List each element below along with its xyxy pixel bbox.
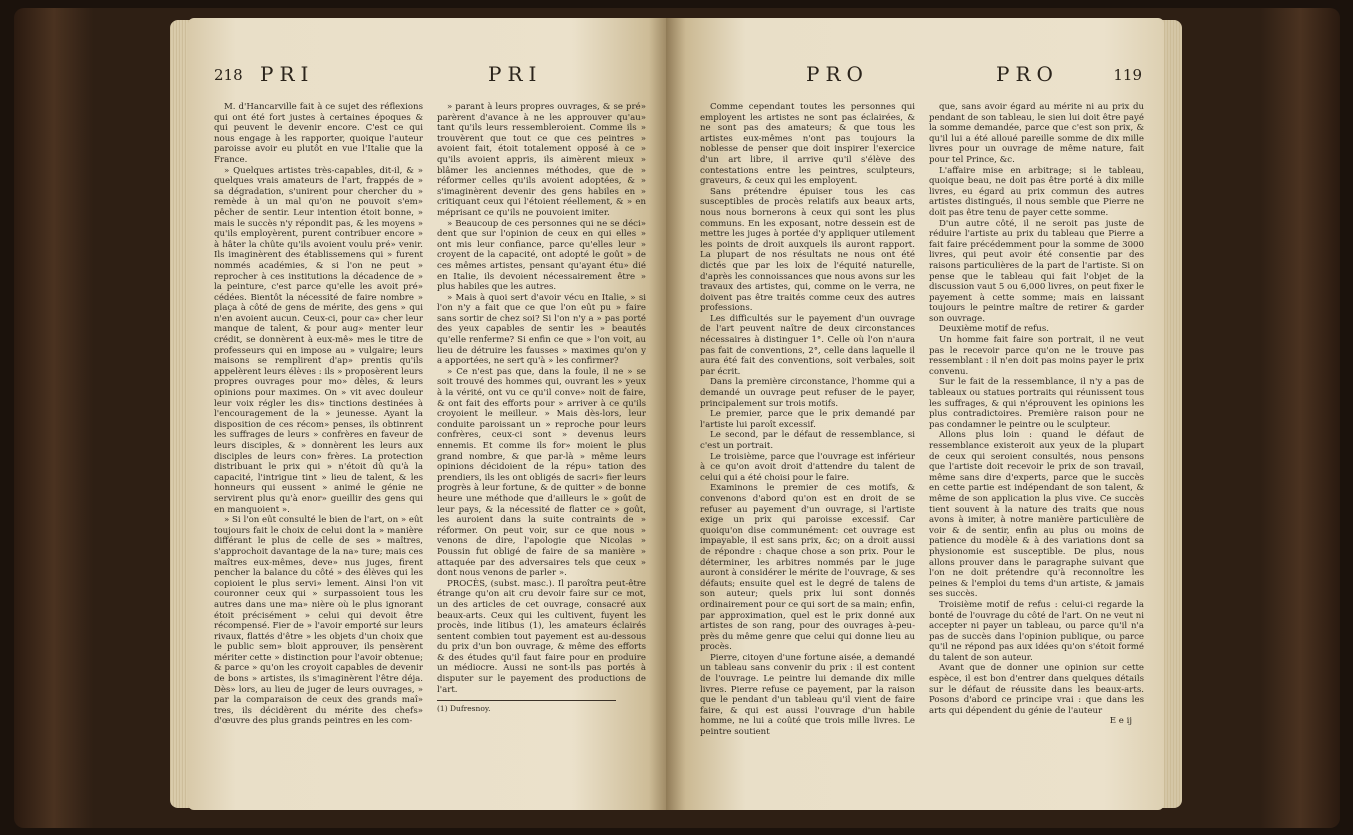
paragraph: Allons plus loin : quand le défaut de ressemblance existeroit aux yeux de la plupart de ceux qui seroient consultés, nous pensons que l'artiste doit recevoir le prix de son travail, même sans dire d'experts, parce que le succès en cette partie est indépendant de son talent, & même de son application la plus vive. Ce succès tient souvent à la nature des traits que nous avons à imiter, à notre manière particulière de voir & de sentir, enfin au plus ou moins de patience du modèle & à des variations dont sa physionomie est susceptible. De plus, nous allons prouver dans le paragraphe suivant que l'on ne doit prétendre qu'à reconnoître les peines & l'emploi du tems d'un artiste, & jamais ses succès. [929,430,1144,600]
paragraph: Deuxième motif de refus. [939,324,1049,335]
paragraph: Le second, par le défaut de ressemblance, si c'est un portrait. [700,430,915,451]
left-page-edges [170,20,190,808]
paragraph: L'affaire mise en arbitrage; si le tableau, quoique beau, ne doit pas être porté à dix mille livres, eu égard au prix commun des autres artistes distingués, il nous semble que Pierre ne doit pas être tenu de payer cette somme. [929,165,1144,218]
left-page [188,18,668,810]
paragraph: D'un autre côté, il ne seroit pas juste de réduire l'artiste au prix du tableau que Pierre a fait faire précédemment pour la somme de 3000 livres, qui peut avoir été consentie par des raisons particulières de la part de l'artiste. Si on pense que le tableau qui fait l'objet de la discussion vaut 5 ou 6,000 livres, on peut fixer le payement à cette somme; mais en laissant toujours le peintre maître de retirer & garder son ouvrage. [929,218,1144,324]
paragraph: Pierre, citoyen d'une fortune aisée, a demandé un tableau sans convenir du prix : il est content de l'ouvrage. Le peintre lui demande dix mille livres. Pierre refuse ce payement, par la raison que le pendant d'un tableau qu'il vient de faire faire, & qui est aussi l'ouvrage d'un habile homme, ne lui a coûté que trois mille livres. Le peintre soutient [700,652,915,738]
running-head [666,62,1164,88]
paragraph: Comme cependant toutes les personnes qui employent les artistes ne sont pas éclairées, & ne sont pas des amateurs; & que tous les artistes eux-mêmes n'ont pas toujours la noblesse de penser que doit inspirer l'exercice d'un art libre, il arrive qu'il s'élève des contestations entre les peintres, sculpteurs, graveurs, & ceux qui les employent. [700,102,915,187]
column-2 [929,102,1144,800]
column-1 [700,102,915,800]
page-number: 119 [1113,66,1142,84]
paragraph: » Quelques artistes très-capables, dit-il, & » quelques vrais amateurs de l'art, frappés de » sa dégradation, s'unirent pour chercher du » remède à un mal qu'on ne pouvoit s'em» pêcher de sentir. Leur intention étoit bonne, » mais le succès n'y répondit pas, & les moyens » qu'ils employèrent, purent contribuer encore » à hâter la chûte qu'ils avoient voulu pré» venir. Ils imaginèrent des établissemens qui » furent nommés académies, & si l'on ne peut » reprocher à ces institutions la décadence de » la peinture, c'est parce qu'elle les avoit pré» cédées. Bientôt la nécessité de faire nombre » plaça à côté de gens de mérite, des gens » qui n'en avoient aucun. Ceux-ci, pour ca» cher leur manque de talent, & pour aug» menter leur crédit, se donnèrent à eux-mê» mes le titre de professeurs qui en impose au » vulgaire; leurs maisons se remplirent d'ap» prentis qu'ils appelèrent leurs élèves : ils » proposèrent leurs propres ouvrages pour mo» dèles, & leurs opinions pour maximes. On » vit avec douleur leur voix régler les dis» tinctions destinées à l'encouragement de la » jeunesse. Ayant la disposition de ces récom» penses, ils obtinrent les suffrages de leurs » confrères en faveur de leurs disciples, & » donnèrent les leurs aux disciples de leurs con» frères. La protection distribuant le prix qui » n'étoit dû qu'à la capacité, l'intrigue tint » lieu de talent, & les honneurs qui eussent » animé le génie ne servirent plus qu'à enor» gueillir des gens qui en manquoient ». [214,165,423,515]
footnote-rule [437,700,616,701]
column-2 [437,102,646,800]
text-columns [700,102,1144,800]
paragraph: Sur le fait de la ressemblance, il n'y a pas de tableaux ou statues portraits qui réunissent tous les suffrages, & qui n'éprouvent les opinions les plus contradictoires. Première raison pour ne pas condamner le peintre ou le sculpteur. [929,377,1144,430]
paragraph: Avant que de donner une opinion sur cette espèce, il est bon d'entrer dans quelques détails sur le défaut de réussite dans les beaux-arts. Posons d'abord ce principe vrai : que dans les arts qui dépendent du génie de l'auteur [929,663,1144,716]
footnote: (1) Dufresnoy. [437,704,491,714]
signature-mark: E e ij [1109,716,1132,727]
paragraph: Troisième motif de refus : celui-ci regarde la bonté de l'ouvrage du côté de l'art. On ne veut ni accepter ni payer un tableau, ou parce qu'il n'a pas de succès dans l'opinion publique, ou parce qu'il ne répond pas aux idées qu'on s'étoit formé du talent de son auteur. [929,599,1144,663]
running-head-left: PRI [260,62,315,86]
running-head-right: PRO [996,62,1059,86]
paragraph: » Si l'on eût consulté le bien de l'art, on » eût toujours fait le choix de celui dont la » manière différant le plus de celle de ses » maîtres, s'approchoit davantage de la na» ture; mais ces maîtres eux-mêmes, deve» nus juges, firent pencher la balance du côté » des élèves qui les copioient le plus servi» lement. Ainsi l'on vit couronner ceux qui » surpassoient tous les autres dans une ma» nière où le plus ignorant étoit précisément » celui qui devoit être récompensé. Fier de » l'avoir emporté sur leurs rivaux, flattés d'être » les objets d'un choix que le public sem» bloit approuver, ils pensèrent mériter cette » distinction pour l'avoir obtenue; & parce » qu'on les croyoit capables de devenir de bons » artistes, ils s'imaginèrent l'être déja. Dès» lors, au lieu de juger de leurs ouvrages, » par la comparaison de ceux des grands maî» tres, ils décidèrent du mérite des chefs» d'œuvre des plus grands peintres en les com- [214,515,423,727]
running-head-left: PRO [806,62,869,86]
running-head-right: PRI [488,62,543,86]
page-number: 218 [214,66,243,84]
paragraph: » Mais à quoi sert d'avoir vécu en Italie, » si l'on n'y a fait que ce que l'on eût pu » faire sans sortir de chez soi? Si l'on n'y a » pas porté des yeux capables de sentir les » beautés qu'elle renferme? Si enfin ce que » l'on voit, au lieu de détruire les fausses » maximes qu'on y a apportées, ne sert qu'à » les confirmer? [437,292,646,367]
paragraph: PROCÈS, (subst. masc.). Il paroîtra peut-être étrange qu'on ait cru devoir faire sur ce mot, un des articles de cet ouvrage, consacré aux beaux-arts. Ceux qui les cultivent, fuyent les procès, inde litibus (1), les amateurs éclairés sentent combien tout payement est au-dessous du prix d'un bon ouvrage, & même des efforts & des études qu'il faut faire pour en produire un médiocre. Aussi ne sont-ils pas portés à disputer sur le payement des productions de l'art. [437,578,646,695]
text-columns [214,102,646,800]
paragraph: que, sans avoir égard au mérite ni au prix du pendant de son tableau, le sien lui doit être payé la somme demandée, parce que c'est son prix, & qu'il lui a été alloué pareille somme de dix mille livres pour un ouvrage de même nature, fait pour tel Prince, &c. [929,102,1144,165]
right-page [666,18,1164,810]
running-head [188,62,668,88]
paragraph: » parant à leurs propres ouvrages, & se pré» parèrent d'avance à ne les approuver qu'au» tant qu'ils leurs ressembleroient. Comme ils » trouvèrent que tout ce que ces peintres » avoient fait, étoit totalement opposé à ce » qu'ils avoient appris, ils aimèrent mieux » blâmer les anciennes méthodes, que de » réformer celles qu'ils avoient adoptées, & » s'imaginèrent devenir des gens habiles en » critiquant ceux qui l'étoient réellement, & » en méprisant ce qu'ils ne pouvoient imiter. [437,102,646,218]
paragraph: Le premier, parce que le prix demandé par l'artiste lui paroît excessif. [700,409,915,430]
paragraph: M. d'Hancarville fait à ce sujet des réflexions qui ont été fort justes à certaines époques & qui peuvent le devenir encore. C'est ce qui nous engage à les rapporter, quoique l'auteur paroisse avoir eu plutôt en vue l'Italie que la France. [214,102,423,165]
paragraph: Sans prétendre épuiser tous les cas susceptibles de procès relatifs aux beaux arts, nous nous bornerons à ceux qui sont les plus communs. En les exposant, notre dessein est de mettre les juges à portée d'y appliquer utilement les points de droit auxquels ils auront rapport. La plupart de nos résultats ne nous ont été dictés que par les loix de l'équité naturelle, d'après les connoissances que nous avons sur les travaux des artistes, qui, comme on le verra, ne doivent pas être traités comme ceux des autres professions. [700,186,915,314]
paragraph: » Ce n'est pas que, dans la foule, il ne » se soit trouvé des hommes qui, ouvrant les » yeux à la vérité, ont vu ce qu'il conve» noit de faire, & ont fait des efforts pour » arriver à ce qu'ils croyoient le meilleur. » Mais dès-lors, leur conduite paroissant un » reproche pour leurs confrères, ceux-ci sont » devenus leurs ennemis. Et comme ils for» moient le plus grand nombre, & que par-là » même leurs opinions décidoient de la répu» tation des prendiers, ils les ont obligés de sacri» fier leurs progrès à leur fortune, & de quitter » de bonne heure une méthode que d'ailleurs le » goût de leur pays, & la nécessité de flatter ce » goût, les auroient dans la suite contraints de » réformer. On peut voir, sur ce que nous » venons de dire, l'apologie que Nicolas » Poussin fut obligé de faire de sa manière » attaquée par des adversaires tels que ceux » dont nous venons de parler ». [437,366,646,579]
paragraph: Un homme fait faire son portrait, il ne veut pas le recevoir parce qu'on ne le trouve pas ressemblant : il n'en doit pas moins payer le prix convenu. [929,335,1144,377]
paragraph: Le troisième, parce que l'ouvrage est inférieur à ce qu'on avoit droit d'attendre du talent de celui qui a été choisi pour le faire. [700,451,915,483]
paragraph: » Beaucoup de ces personnes qui ne se déci» dent que sur l'opinion de ceux en qui elles » ont mis leur confiance, parce qu'elles leur » croyent de la capacité, ont adopté le goût » de ces mêmes artistes, pensant qu'ayant étu» dié en Italie, ils devoient nécessairement être » plus habiles que les autres. [437,218,646,293]
column-1 [214,102,423,800]
paragraph: Les difficultés sur le payement d'un ouvrage de l'art peuvent naître de deux circonstances nécessaires à distinguer 1°. Celle où l'on n'aura pas fait de conventions, 2°, celle dans laquelle il aura été fait des conventions, soit verbales, soit par écrit. [700,313,915,377]
paragraph: Examinons le premier de ces motifs, & convenons d'abord qu'on est en droit de se refuser au payement d'un ouvrage, si l'artiste exige un prix qui paroisse excessif. Car quoiqu'on dise communément: cet ouvrage est impayable, il est sans prix, &c; on a droit aussi de répondre : chaque chose a son prix. Pour le déterminer, les arbitres nommés par le juge auront à considérer le mérite de l'ouvrage, & ses défauts; ensuite quel est le degré de talens de son auteur; quels prix lui sont donnés ordinairement pour ce qui sort de sa main; enfin, par approximation, quel est le prix donné aux artistes de son rang, pour des ouvrages à-peu-près du même genre que celui qui donne lieu au procès. [700,483,915,653]
paragraph: Dans la première circonstance, l'homme qui a demandé un ouvrage peut refuser de le payer, principalement sur trois motifs. [700,377,915,409]
